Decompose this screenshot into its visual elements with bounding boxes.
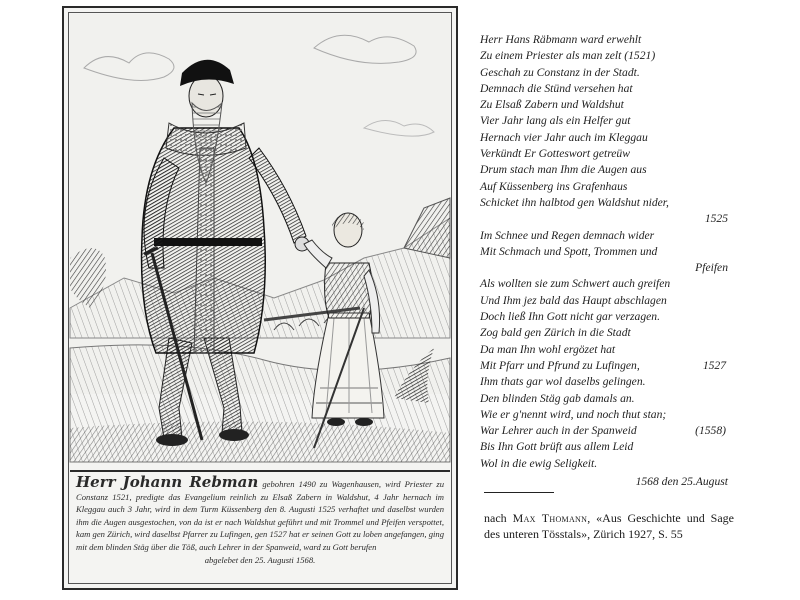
- source-divider: [484, 492, 554, 493]
- poem-line: Den blinden Stäg gab damals an.: [480, 391, 635, 405]
- poem-line: Wie er g'nennt wird, und noch thut stan;: [480, 407, 667, 421]
- source-title: , «Aus Geschichte und Sage des unteren Tösstals», Zürich 1927, S. 55: [484, 511, 734, 541]
- poem-line: Bis Ihn Gott brüft aus allem Leid: [480, 440, 634, 454]
- caption-date: abgelebet den 25. Augusti 1568.: [204, 554, 316, 565]
- poem-line: Auf Küssenberg ins Grafenhaus: [480, 179, 628, 193]
- poem-line: Doch ließ Ihn Gott nicht gar verzagen.: [480, 310, 660, 324]
- poem-signoff-date: 1568 den 25.August: [635, 475, 728, 489]
- source-citation: [484, 510, 734, 542]
- poem-line-with-year: [480, 423, 728, 439]
- source-prefix: nach: [484, 511, 507, 525]
- poem-year-note: 1525: [704, 212, 728, 226]
- poem-year-note: 1527: [702, 358, 726, 372]
- poem-line: Da man Ihn wohl ergözet hat: [480, 342, 616, 356]
- poem-line: Ihm thats gar wol daselbs gelingen.: [480, 375, 646, 389]
- poem-stanza-2: [480, 228, 728, 491]
- caption-text: gebohren 1490 zu Wagenhausen, wird Priester zu Constanz 1521, predigte das Evangelium reinlich zu Elsaß Zabern in Waldshut, 4 Jahr hernach im Kleggau auch 3 Jahr, wird in dem Turm Küssenberg den 8. Augusti 1525 verhaftet und daselbst wurden ihm die Augen ausgestochen, von da ist er nach Waldshut geführt und mit Trommel und Pfeifen verspottet, kam gen Zürich, wird daselbst Pfarrer zu Lufingen, gen 1527 hat er seinen Gott zu loben angefangen, ging mit dem blinden Stäg über die Töß, auch Lehrer in der Spanweid, ward zu Gott berufen: [76, 479, 444, 552]
- poem-line: Im Schnee und Regen demnach wider: [480, 228, 655, 242]
- poem-line: Zu Elsaß Zabern und Waldshut: [480, 98, 624, 112]
- poem-line: Wol in die ewig Seligkeit.: [480, 456, 598, 470]
- source-author: Max Thomann: [512, 511, 588, 525]
- poem-line: Als wollten sie zum Schwert auch greifen: [480, 277, 671, 291]
- poem-stanza-1: [480, 32, 728, 228]
- poem-line: War Lehrer auch in der Spanweid: [480, 424, 637, 438]
- engraving-illustration: [62, 6, 458, 590]
- poem-year-note: (1558): [695, 424, 726, 438]
- poem-line: Drum stach man Ihm die Augen aus: [480, 163, 647, 177]
- poem-line: Zu einem Priester als man zelt (1521): [480, 49, 656, 63]
- engraving-caption: [70, 470, 450, 582]
- poem-line-continuation: Pfeifen: [695, 261, 728, 275]
- poem-line: Schicket ihn halbtod gen Waldshut nider,: [480, 195, 669, 209]
- engraving-scene: [64, 8, 456, 468]
- poem-line: Und Ihm jez bald das Haupt abschlagen: [480, 293, 667, 307]
- poem-line: Herr Hans Räbmann ward erwehlt: [480, 33, 642, 46]
- poem-line: Verkündt Er Gotteswort getreüw: [480, 147, 630, 161]
- poem: [480, 32, 728, 490]
- poem-line: Geschah zu Constanz in der Stadt.: [480, 65, 640, 79]
- poem-line-with-year: [480, 358, 728, 374]
- poem-line: Zog bald gen Zürich in die Stadt: [480, 326, 631, 340]
- poem-line: Vier Jahr lang als ein Helfer gut: [480, 114, 631, 128]
- poem-line: Mit Schmach und Spott, Trommen und: [480, 244, 658, 258]
- caption-name: Herr Johann Rebman: [76, 473, 259, 491]
- poem-line: Demnach die Stünd versehen hat: [480, 81, 633, 95]
- poem-line: Hernach vier Jahr auch im Kleggau: [480, 130, 648, 144]
- poem-line: Mit Pfarr und Pfrund zu Lufingen,: [480, 358, 640, 372]
